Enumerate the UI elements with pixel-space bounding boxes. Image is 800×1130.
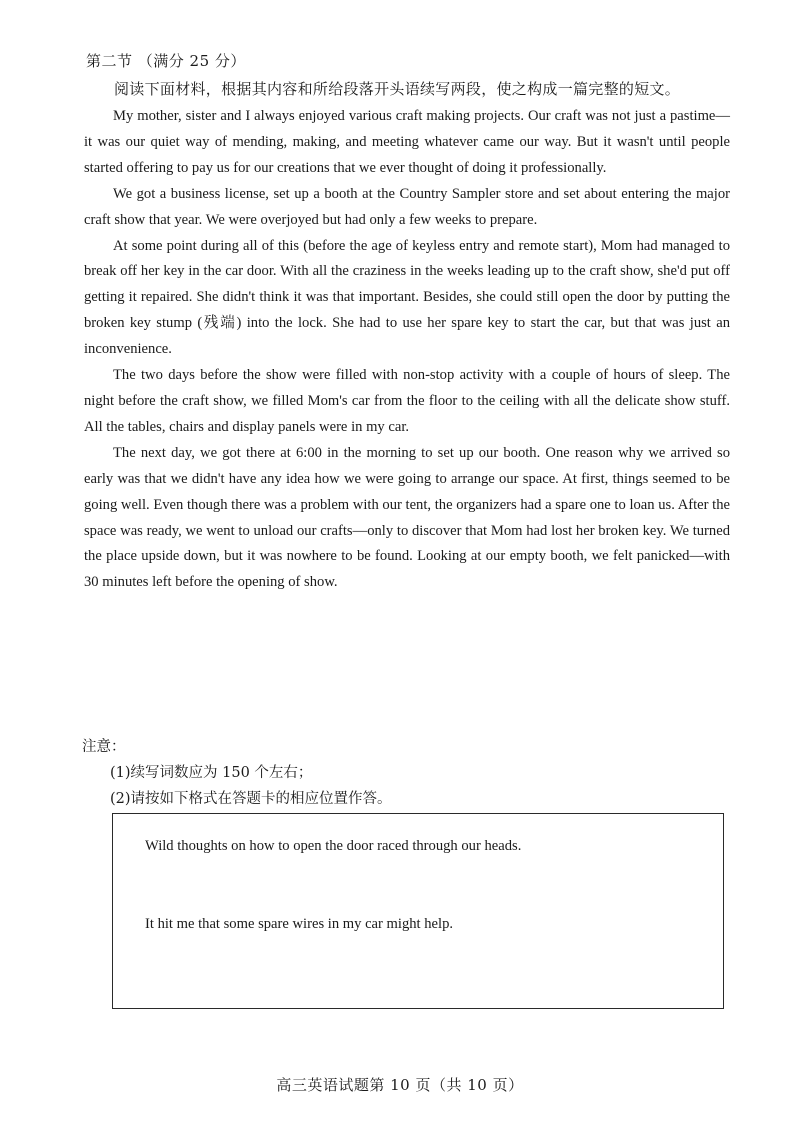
passage-paragraph: The two days before the show were filled with non-stop activity with a couple of hours of sleep. The night before the craft show, we filled Mom's car from the floor to the ceiling with all the delicate show stuff. All the tables, chairs and display panels were in my car. <box>84 367 730 435</box>
passage-paragraph: My mother, sister and I always enjoyed various craft making projects. Our craft was not just a pastime—it was our quiet way of mending, making, and meeting whatever came our way. But it wasn't until people started offering to pay us for our creations that we ever thought of doing it professionally. <box>84 108 730 176</box>
paragraph-cue-1: Wild thoughts on how to open the door raced through our heads. <box>145 838 522 854</box>
notes-section <box>82 734 722 812</box>
passage-paragraph: At some point during all of this (before the age of keyless entry and remote start), Mom had managed to break off her key in the car door. With all the craziness in the weeks leading up to the craft show, she'd put off getting it repaired. She didn't think it was that important. Besides, she could still open the door by putting the broken key stump (残端) into the lock. She had to use her spare key to start the car, but that was just an inconvenience. <box>84 237 730 358</box>
notes-heading: 注意： <box>82 739 126 755</box>
section-title: 第二节 （满分 25 分） <box>86 52 246 70</box>
passage-paragraph: We got a business license, set up a booth at the Country Sampler store and set about entering the major craft show that year. We were overjoyed but had only a few weeks to prepare. <box>84 185 730 228</box>
reading-passage <box>84 104 730 596</box>
passage-paragraph: The next day, we got there at 6:00 in the morning to set up our booth. One reason why we arrived so early was that we didn't have any idea how we were going to arrange our space. At first, things seemed to be going well. Even though there was a problem with our tent, the organizers had a spare one to loan us. After the space was ready, we went to unload our crafts—only to discover that Mom had lost her broken key. We turned the place upside down, but it was nowhere to be found. Looking at our empty booth, we felt panicked—with 30 minutes left before the opening of show. <box>84 444 730 591</box>
note-item: (2)请按如下格式在答题卡的相应位置作答。 <box>110 791 392 807</box>
note-item: (1)续写词数应为 150 个左右； <box>110 765 313 781</box>
page-footer: 高三英语试题第 10 页（共 10 页） <box>276 1076 524 1094</box>
paragraph-cue-2: It hit me that some spare wires in my car might help. <box>145 916 454 932</box>
task-instruction: 阅读下面材料，根据其内容和所给段落开头语续写两段，使之构成一篇完整的短文。 <box>114 80 681 98</box>
answer-format-box <box>112 813 724 1009</box>
